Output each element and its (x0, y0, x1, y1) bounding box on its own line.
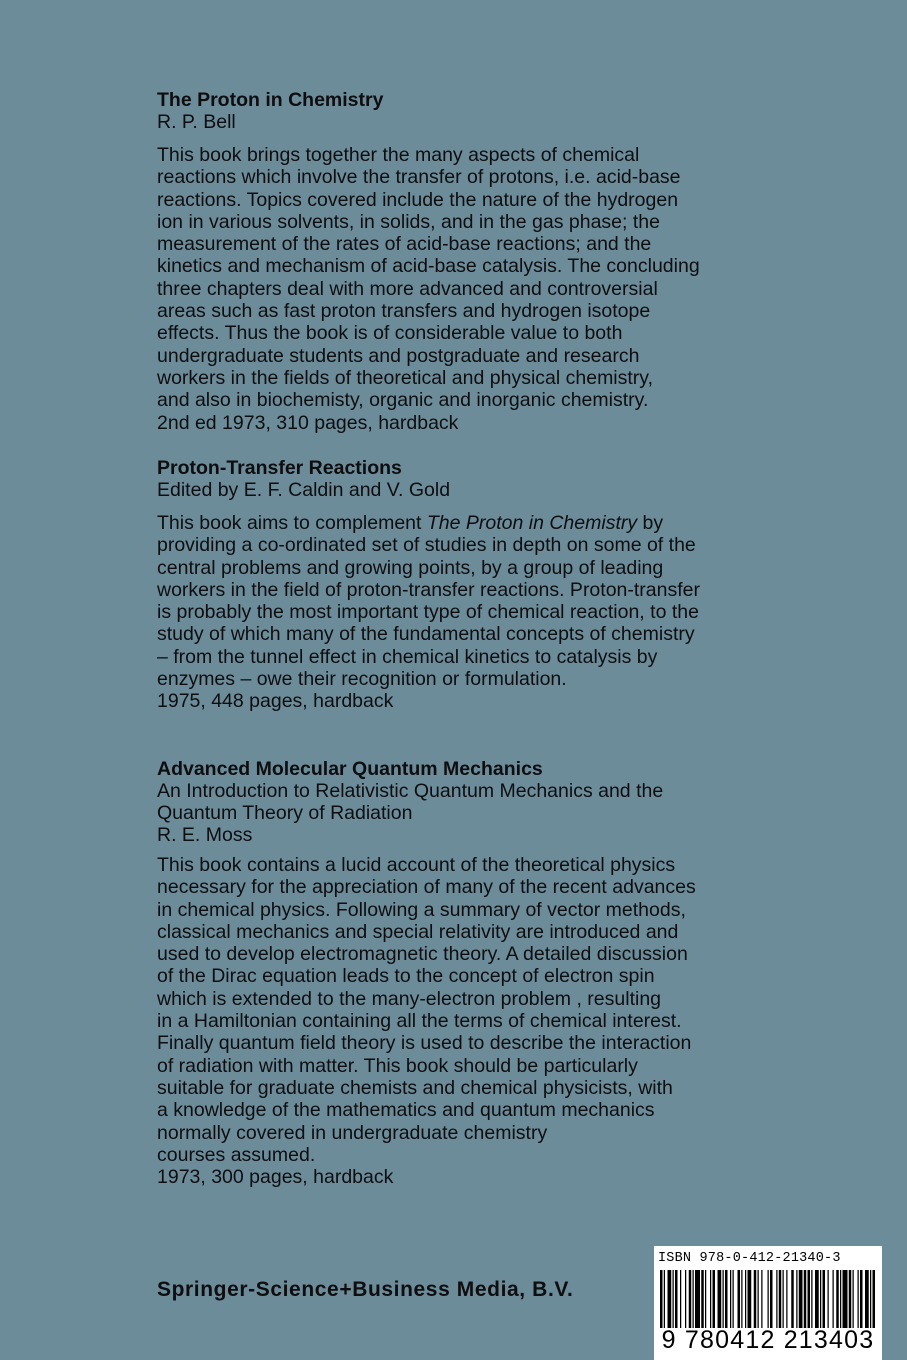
description-line: kinetics and mechanism of acid-base catalysis. The concluding (157, 255, 700, 278)
description-line: Finally quantum field theory is used to describe the interaction (157, 1032, 692, 1055)
book-subtitle-line: Quantum Theory of Radiation (157, 802, 413, 824)
description-line: This book contains a lucid account of the theoretical physics (157, 854, 676, 876)
description-line: of radiation with matter. This book should be particularly (157, 1054, 638, 1077)
description-line: normally covered in undergraduate chemistry (157, 1121, 548, 1144)
description-line: of the Dirac equation leads to the concept of electron spin (157, 965, 655, 988)
description-line: courses assumed. (157, 1143, 316, 1166)
description-line: This book aims to complement The Proton in Chemistry by (157, 512, 664, 534)
description-line: ion in various solvents, in solids, and in the gas phase; the (157, 210, 660, 233)
description-line: measurement of the rates of acid-base reactions; and the (157, 233, 652, 256)
book-entry-advanced-molecular-quantum-mechanics (157, 758, 797, 1188)
description-line: workers in the field of proton-transfer reactions. Proton-transfer (157, 578, 700, 601)
description-line: three chapters deal with more advanced and controversial (157, 277, 658, 300)
description-line: workers in the fields of theoretical and physical chemistry, (157, 366, 654, 389)
description-line: necessary for the appreciation of many of the recent advances (157, 876, 696, 899)
isbn-label: ISBN 978-0-412-21340-3 (658, 1251, 841, 1266)
book-editors: Edited by E. F. Caldin and V. Gold (157, 479, 451, 501)
book-author: R. E. Moss (157, 824, 253, 846)
description-line: reactions which involve the transfer of protons, i.e. acid-base (157, 166, 681, 189)
book-author: R. P. Bell (157, 111, 236, 133)
book-edition-info: 1975, 448 pages, hardback (157, 690, 394, 713)
description-line: enzymes – owe their recognition or formulation. (157, 668, 567, 691)
book-title: Proton-Transfer Reactions (157, 457, 402, 479)
description-line: a knowledge of the mathematics and quantum mechanics (157, 1099, 655, 1122)
description-line: This book brings together the many aspects of chemical (157, 144, 640, 166)
description-line: effects. Thus the book is of considerable value to both (157, 322, 623, 345)
description-line: used to develop electromagnetic theory. A detailed discussion (157, 943, 688, 966)
description-line: undergraduate students and postgraduate and research (157, 344, 640, 367)
description-line: areas such as fast proton transfers and hydrogen isotope (157, 300, 651, 323)
book-description (157, 144, 797, 412)
publisher-name: Springer-Science+Business Media, B.V. (157, 1278, 574, 1301)
description-line: providing a co-ordinated set of studies in depth on some of the (157, 534, 696, 557)
book-entry-proton-in-chemistry (157, 89, 797, 434)
book-edition-info: 1973, 300 pages, hardback (157, 1166, 394, 1189)
book-title: The Proton in Chemistry (157, 89, 384, 111)
description-line: in chemical physics. Following a summary of vector methods, (157, 898, 686, 921)
description-line: and also in biochemisty, organic and inorganic chemistry. (157, 389, 649, 412)
book-subtitle-line: An Introduction to Relativistic Quantum Mechanics and the (157, 780, 664, 802)
description-line: reactions. Topics covered include the nature of the hydrogen (157, 188, 679, 211)
book-title: Advanced Molecular Quantum Mechanics (157, 758, 543, 780)
description-line: classical mechanics and special relativity are introduced and (157, 920, 679, 943)
description-line: which is extended to the many-electron problem , resulting (157, 987, 662, 1010)
book-entry-proton-transfer-reactions (157, 457, 797, 712)
description-line: central problems and growing points, by a group of leading (157, 556, 664, 579)
barcode-digits: 9 780412 213403 (661, 1326, 875, 1354)
description-line: study of which many of the fundamental concepts of chemistry (157, 623, 695, 646)
referenced-book-title: The Proton in Chemistry (426, 512, 638, 534)
description-line: – from the tunnel effect in chemical kinetics to catalysis by (157, 645, 658, 668)
description-line: is probably the most important type of chemical reaction, to the (157, 601, 699, 624)
barcode-icon (658, 1270, 878, 1328)
description-line: in a Hamiltonian containing all the terms of chemical interest. (157, 1010, 682, 1033)
book-description (157, 854, 797, 1166)
book-edition-info: 2nd ed 1973, 310 pages, hardback (157, 411, 459, 434)
description-line: suitable for graduate chemists and chemical physicists, with (157, 1076, 673, 1099)
book-description (157, 512, 797, 690)
